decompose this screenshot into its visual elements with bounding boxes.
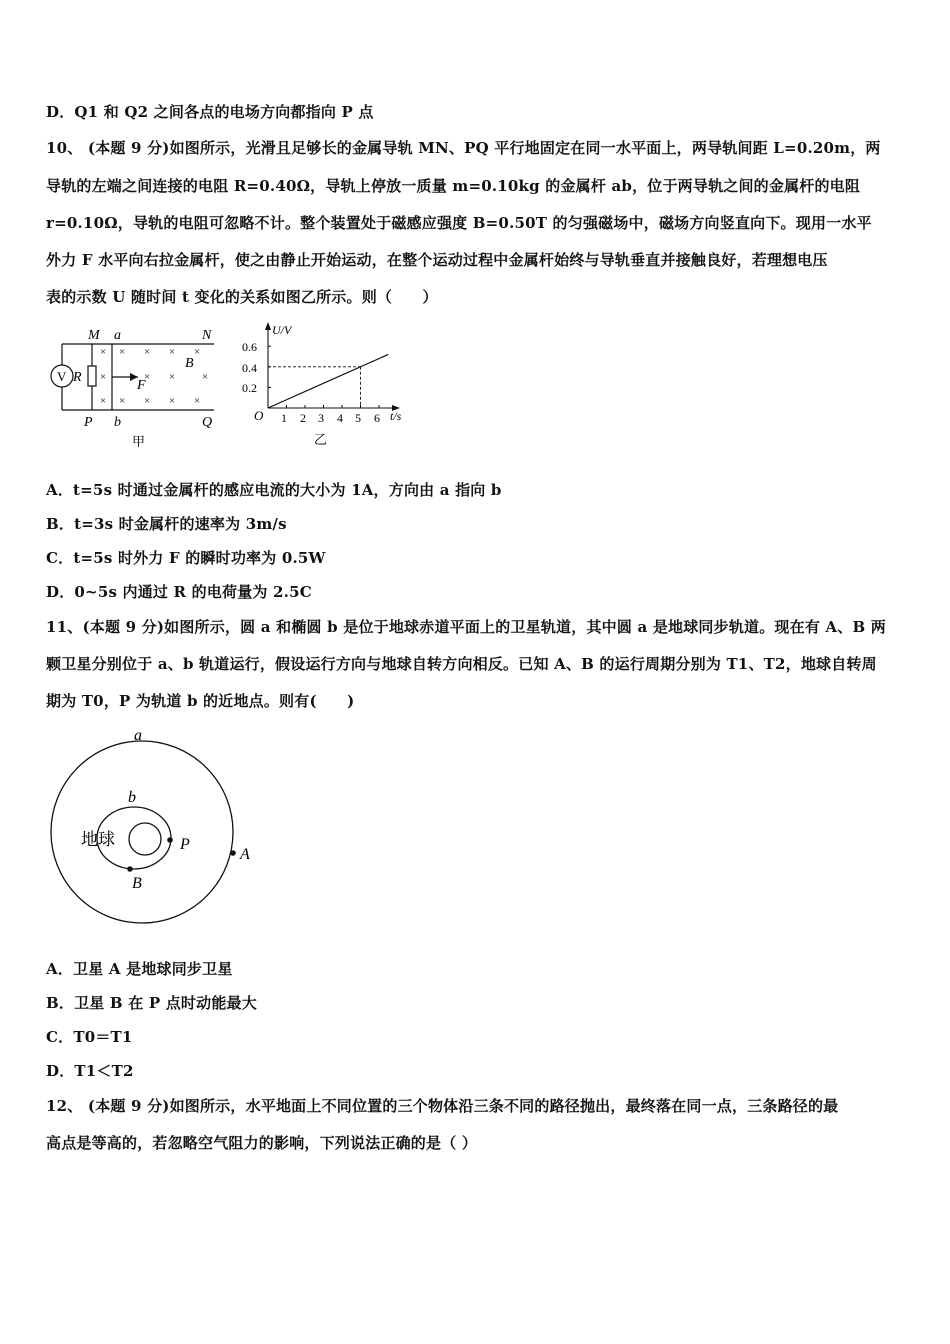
- q11-option-d: D．T1＜T2: [46, 1062, 134, 1080]
- y-tick-label: 0.6: [242, 340, 257, 354]
- orbit-a: [51, 741, 233, 923]
- q11-stem-line-1: 11、(本题 9 分)如图所示，圆 a 和椭圆 b 是位于地球赤道平面上的卫星轨道，其中圆 a 是地球同步轨道。现在有 A、B 两: [46, 618, 886, 636]
- field-cross: ×: [100, 346, 107, 358]
- x-axis-label: t/s: [390, 409, 402, 423]
- field-cross: ×: [169, 371, 176, 383]
- q10-stem-line-2: 导轨的左端之间连接的电阻 R=0.40Ω，导轨上停放一质量 m=0.10kg 的金属杆 ab，位于两导轨之间的金属杆的电阻: [46, 177, 861, 195]
- y-axis-arrow: [265, 322, 271, 330]
- q9-option-d: D．Q1 和 Q2 之间各点的电场方向都指向 P 点: [46, 103, 374, 121]
- field-cross: ×: [144, 371, 151, 383]
- figure-yi-chart: [238, 318, 418, 452]
- field-cross: ×: [119, 395, 126, 407]
- x-tick-label: 1: [281, 411, 287, 425]
- q11-stem-line-3: 期为 T0，P 为轨道 b 的近地点。则有( ): [46, 692, 355, 710]
- label-Q: Q: [202, 415, 213, 430]
- figure-jia-circuit: [44, 322, 224, 452]
- field-cross: ×: [100, 395, 107, 407]
- label-b: b: [114, 415, 121, 430]
- y-axis-label: U/V: [272, 323, 292, 337]
- figure-caption-yi: 乙: [314, 432, 328, 447]
- y-tick-label: 0.4: [242, 361, 257, 375]
- x-tick-label: 2: [300, 411, 306, 425]
- label-a: a: [114, 328, 121, 343]
- label-P: P: [84, 415, 93, 430]
- q10-option-a: A．t=5s 时通过金属杆的感应电流的大小为 1A，方向由 a 指向 b: [46, 481, 502, 499]
- q10-option-c: C．t=5s 时外力 F 的瞬时功率为 0.5W: [46, 549, 326, 567]
- q10-stem-line-1: 10、 (本题 9 分)如图所示，光滑且足够长的金属导轨 MN、PQ 平行地固定在同一水平面上，两导轨间距 L=0.20m，两: [46, 139, 881, 157]
- q10-option-b: B．t=3s 时金属杆的速率为 3m/s: [46, 515, 287, 533]
- q12-stem-line-2: 高点是等高的，若忽略空气阻力的影响，下列说法正确的是（ ）: [46, 1134, 478, 1152]
- x-tick-label: 5: [355, 411, 361, 425]
- figure-caption-jia: 甲: [132, 434, 146, 449]
- point-P: [167, 837, 173, 843]
- label-orbit-b: b: [128, 789, 136, 806]
- x-tick-label: 3: [318, 411, 324, 425]
- label-B: B: [185, 356, 194, 371]
- q10-stem-line-5: 表的示数 U 随时间 t 变化的关系如图乙所示。则（ ）: [46, 288, 438, 306]
- q11-option-b: B．卫星 B 在 P 点时动能最大: [46, 994, 257, 1012]
- figure-orbits: [44, 722, 264, 934]
- q10-stem-line-4: 外力 F 水平向右拉金属杆，使之由静止开始运动，在整个运动过程中金属杆始终与导轨垂直并接触良好，若理想电压: [46, 251, 828, 269]
- label-A: A: [240, 846, 250, 863]
- label-B: B: [132, 875, 142, 892]
- label-R: R: [73, 370, 82, 385]
- label-V: V: [57, 369, 67, 384]
- q10-stem-line-3: r=0.10Ω，导轨的电阻可忽略不计。整个装置处于磁感应强度 B=0.50T 的匀强磁场中，磁场方向竖直向下。现用一水平: [46, 214, 872, 232]
- field-cross: ×: [194, 346, 201, 358]
- field-cross: ×: [194, 395, 201, 407]
- label-orbit-a: a: [134, 727, 142, 744]
- y-tick-label: 0.2: [242, 381, 257, 395]
- field-cross: ×: [144, 395, 151, 407]
- earth-circle: [129, 823, 161, 855]
- point-B: [127, 866, 133, 872]
- field-cross: ×: [144, 346, 151, 358]
- label-M: M: [88, 328, 100, 343]
- label-N: N: [202, 328, 212, 343]
- label-earth: 地球: [81, 830, 115, 849]
- q12-stem-line-1: 12、 (本题 9 分)如图所示，水平地面上不同位置的三个物体沿三条不同的路径抛出，最终落在同一点，三条路径的最: [46, 1097, 839, 1115]
- label-P: P: [180, 836, 190, 853]
- label-F: F: [137, 378, 146, 393]
- q10-option-d: D．0~5s 内通过 R 的电荷量为 2.5C: [46, 583, 312, 601]
- origin-label: O: [254, 408, 264, 423]
- x-tick-label: 4: [337, 411, 343, 425]
- field-cross: ×: [202, 371, 209, 383]
- field-cross: ×: [169, 346, 176, 358]
- q11-option-c: C．T0＝T1: [46, 1028, 133, 1046]
- x-tick-label: 6: [374, 411, 380, 425]
- field-cross: ×: [100, 371, 107, 383]
- q11-stem-line-2: 颗卫星分别位于 a、b 轨道运行，假设运行方向与地球自转方向相反。已知 A、B 的运行周期分别为 T1、T2，地球自转周: [46, 655, 877, 673]
- field-cross: ×: [169, 395, 176, 407]
- q11-option-a: A．卫星 A 是地球同步卫星: [46, 960, 233, 978]
- point-A: [230, 850, 236, 856]
- series-line-U: [268, 354, 388, 408]
- field-cross: ×: [119, 346, 126, 358]
